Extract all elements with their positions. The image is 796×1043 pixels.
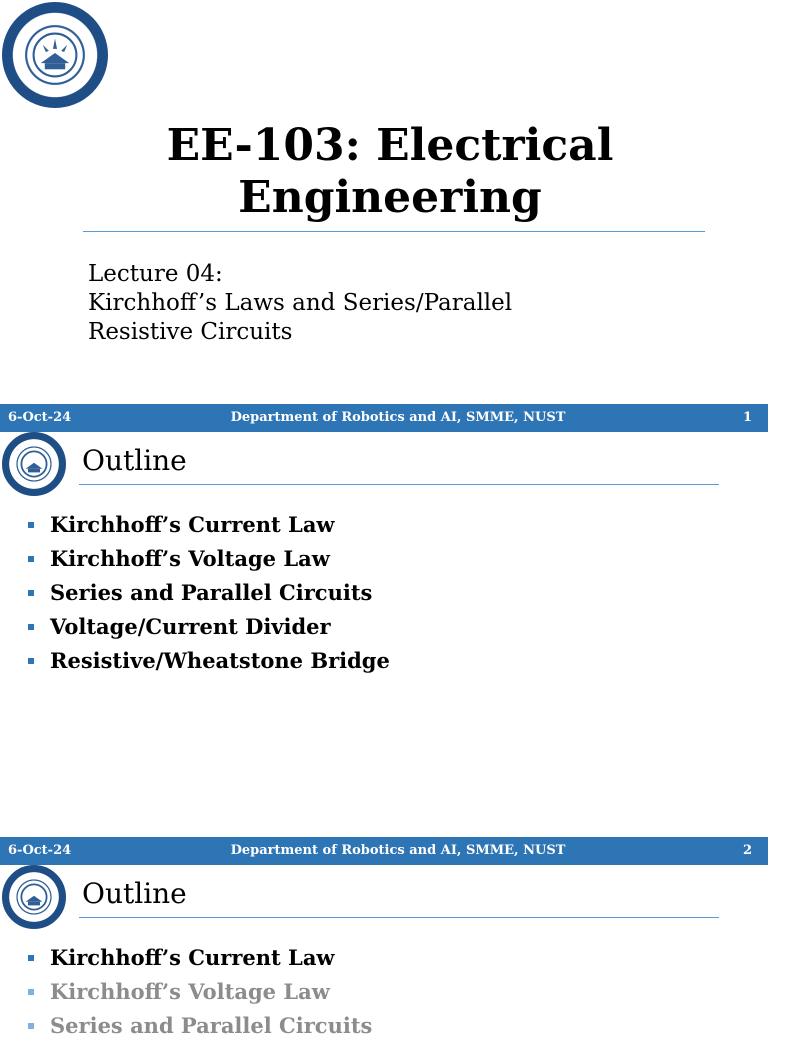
title-divider bbox=[79, 917, 719, 918]
title-divider bbox=[79, 484, 719, 485]
footer-department: Department of Robotics and AI, SMME, NUST bbox=[230, 410, 566, 425]
list-item: Voltage/Current Divider bbox=[28, 610, 390, 644]
list-item-dimmed: Kirchhoff’s Voltage Law bbox=[28, 975, 372, 1009]
slide-title: Outline bbox=[82, 877, 187, 910]
list-item-active: Kirchhoff’s Current Law bbox=[28, 941, 372, 975]
outline-slide bbox=[0, 432, 768, 836]
list-item: Resistive/Wheatstone Bridge bbox=[28, 644, 390, 678]
list-item-dimmed: Series and Parallel Circuits bbox=[28, 1009, 372, 1043]
footer-page-number: 1 bbox=[742, 410, 752, 425]
list-item: Kirchhoff’s Voltage Law bbox=[28, 542, 390, 576]
footer-date: 6-Oct-24 bbox=[8, 843, 72, 858]
logo-emblem-icon bbox=[4, 434, 64, 494]
list-item: Kirchhoff’s Current Law bbox=[28, 508, 390, 542]
subtitle-line: Lecture 04: bbox=[88, 261, 223, 287]
title-slide bbox=[0, 0, 768, 404]
outline-slide-partial bbox=[0, 865, 768, 1038]
university-logo bbox=[2, 432, 66, 496]
slide-title bbox=[90, 120, 690, 224]
subtitle-line: Resistive Circuits bbox=[88, 319, 293, 345]
footer-date: 6-Oct-24 bbox=[8, 410, 72, 425]
footer-page-number: 2 bbox=[742, 843, 752, 858]
slide-footer bbox=[0, 837, 768, 865]
logo-emblem-icon bbox=[4, 867, 64, 927]
title-divider bbox=[83, 231, 705, 232]
title-line: Engineering bbox=[238, 172, 542, 223]
title-line: EE-103: Electrical bbox=[166, 120, 614, 171]
outline-list bbox=[28, 941, 372, 1043]
list-item: Series and Parallel Circuits bbox=[28, 576, 390, 610]
university-logo bbox=[2, 865, 66, 929]
university-logo bbox=[2, 2, 108, 108]
slide-subtitle bbox=[88, 260, 688, 347]
slide-footer bbox=[0, 404, 768, 432]
footer-department: Department of Robotics and AI, SMME, NUST bbox=[230, 843, 566, 858]
subtitle-line: Kirchhoff’s Laws and Series/Parallel bbox=[88, 290, 513, 316]
slide-title: Outline bbox=[82, 444, 187, 477]
logo-emblem-icon bbox=[4, 4, 106, 106]
outline-list bbox=[28, 508, 390, 678]
